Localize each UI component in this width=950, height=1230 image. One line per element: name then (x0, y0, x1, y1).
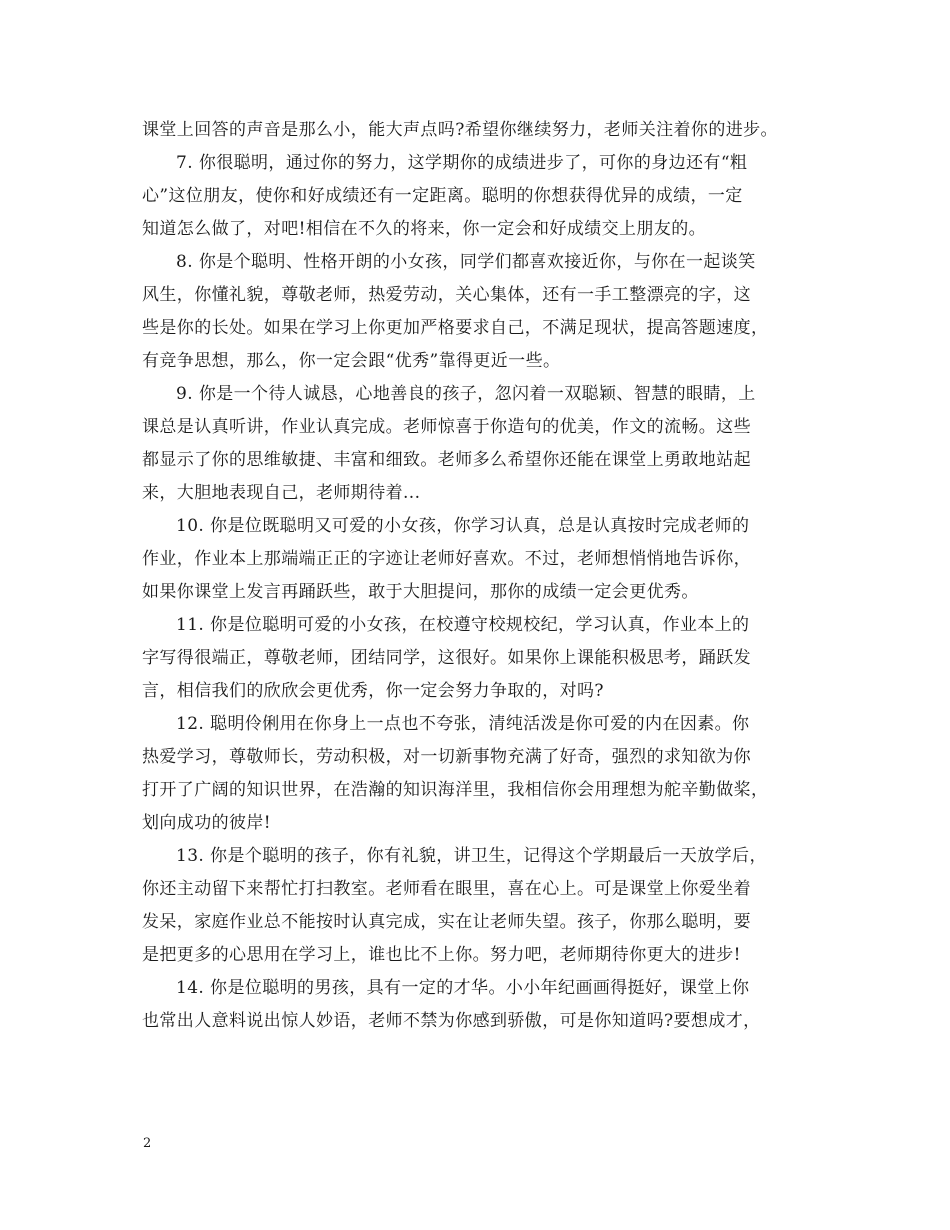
text-line: 些是你的长处。如果在学习上你更加严格要求自己，不满足现状，提高答题速度， (142, 318, 769, 338)
text-line: 课总是认真听讲，作业认真完成。老师惊喜于你造句的优美，作文的流畅。这些 (142, 417, 751, 437)
text-line: 你还主动留下来帮忙打扫教室。老师看在眼里，喜在心上。可是课堂上你爱坐着 (142, 879, 751, 899)
text-line: 课堂上回答的声音是那么小，能大声点吗?希望你继续努力，老师关注着你的进步。 (142, 120, 778, 140)
text-line: 有竞争思想，那么，你一定会跟“优秀”靠得更近一些。 (142, 351, 561, 371)
text-line: 9. 你是一个待人诚恳，心地善良的孩子，忽闪着一双聪颖、智慧的眼睛，上 (176, 384, 756, 404)
text-line: 12. 聪明伶俐用在你身上一点也不夸张，清纯活泼是你可爱的内在因素。你 (176, 714, 750, 734)
page-number: 2 (143, 1136, 152, 1151)
text-line: 14. 你是位聪明的男孩，具有一定的才华。小小年纪画画得挺好，课堂上你 (176, 978, 750, 998)
text-line: 风生，你懂礼貌，尊敬老师，热爱劳动，关心集体，还有一手工整漂亮的字，这 (142, 285, 751, 305)
text-line: 字写得很端正，尊敬老师，团结同学，这很好。如果你上课能积极思考，踊跃发 (142, 648, 751, 668)
text-line: 13. 你是个聪明的孩子，你有礼貌，讲卫生，记得这个学期最后一天放学后， (176, 846, 767, 866)
text-line: 11. 你是位聪明可爱的小女孩，在校遵守校规校纪，学习认真，作业本上的 (176, 615, 750, 635)
text-line: 10. 你是位既聪明又可爱的小女孩，你学习认真，总是认真按时完成老师的 (176, 516, 750, 536)
text-line: 也常出人意料说出惊人妙语，老师不禁为你感到骄傲，可是你知道吗?要想成才， (142, 1011, 761, 1031)
text-line: 发呆，家庭作业总不能按时认真完成，实在让老师失望。孩子，你那么聪明，要 (142, 912, 751, 932)
text-line: 划向成功的彼岸! (142, 813, 272, 833)
text-line: 作业，作业本上那端端正正的字迹让老师好喜欢。不过，老师想悄悄地告诉你， (142, 549, 751, 569)
text-line: 热爱学习，尊敬师长，劳动积极，对一切新事物充满了好奇，强烈的求知欲为你 (142, 747, 751, 767)
text-line: 心”这位朋友，使你和好成绩还有一定距离。聪明的你想获得优异的成绩，一定 (142, 186, 743, 206)
text-line: 打开了广阔的知识世界，在浩瀚的知识海洋里，我相信你会用理想为舵辛勤做桨， (142, 780, 769, 800)
text-line: 来，大胆地表现自己，老师期待着... (142, 483, 421, 503)
text-line: 7. 你很聪明，通过你的努力，这学期你的成绩进步了，可你的身边还有“粗 (176, 153, 748, 173)
text-line: 如果你课堂上发言再踊跃些，敢于大胆提问，那你的成绩一定会更优秀。 (142, 582, 699, 602)
text-line: 8. 你是个聪明、性格开朗的小女孩，同学们都喜欢接近你，与你在一起谈笑 (176, 252, 756, 272)
text-line: 言，相信我们的欣欣会更优秀，你一定会努力争取的，对吗? (142, 681, 604, 701)
text-line: 知道怎么做了，对吧!相信在不久的将来，你一定会和好成绩交上朋友的。 (142, 219, 707, 239)
text-line: 都显示了你的思维敏捷、丰富和细致。老师多么希望你还能在课堂上勇敢地站起 (142, 450, 751, 470)
text-line: 是把更多的心思用在学习上，谁也比不上你。努力吧，老师期待你更大的进步! (142, 945, 741, 965)
